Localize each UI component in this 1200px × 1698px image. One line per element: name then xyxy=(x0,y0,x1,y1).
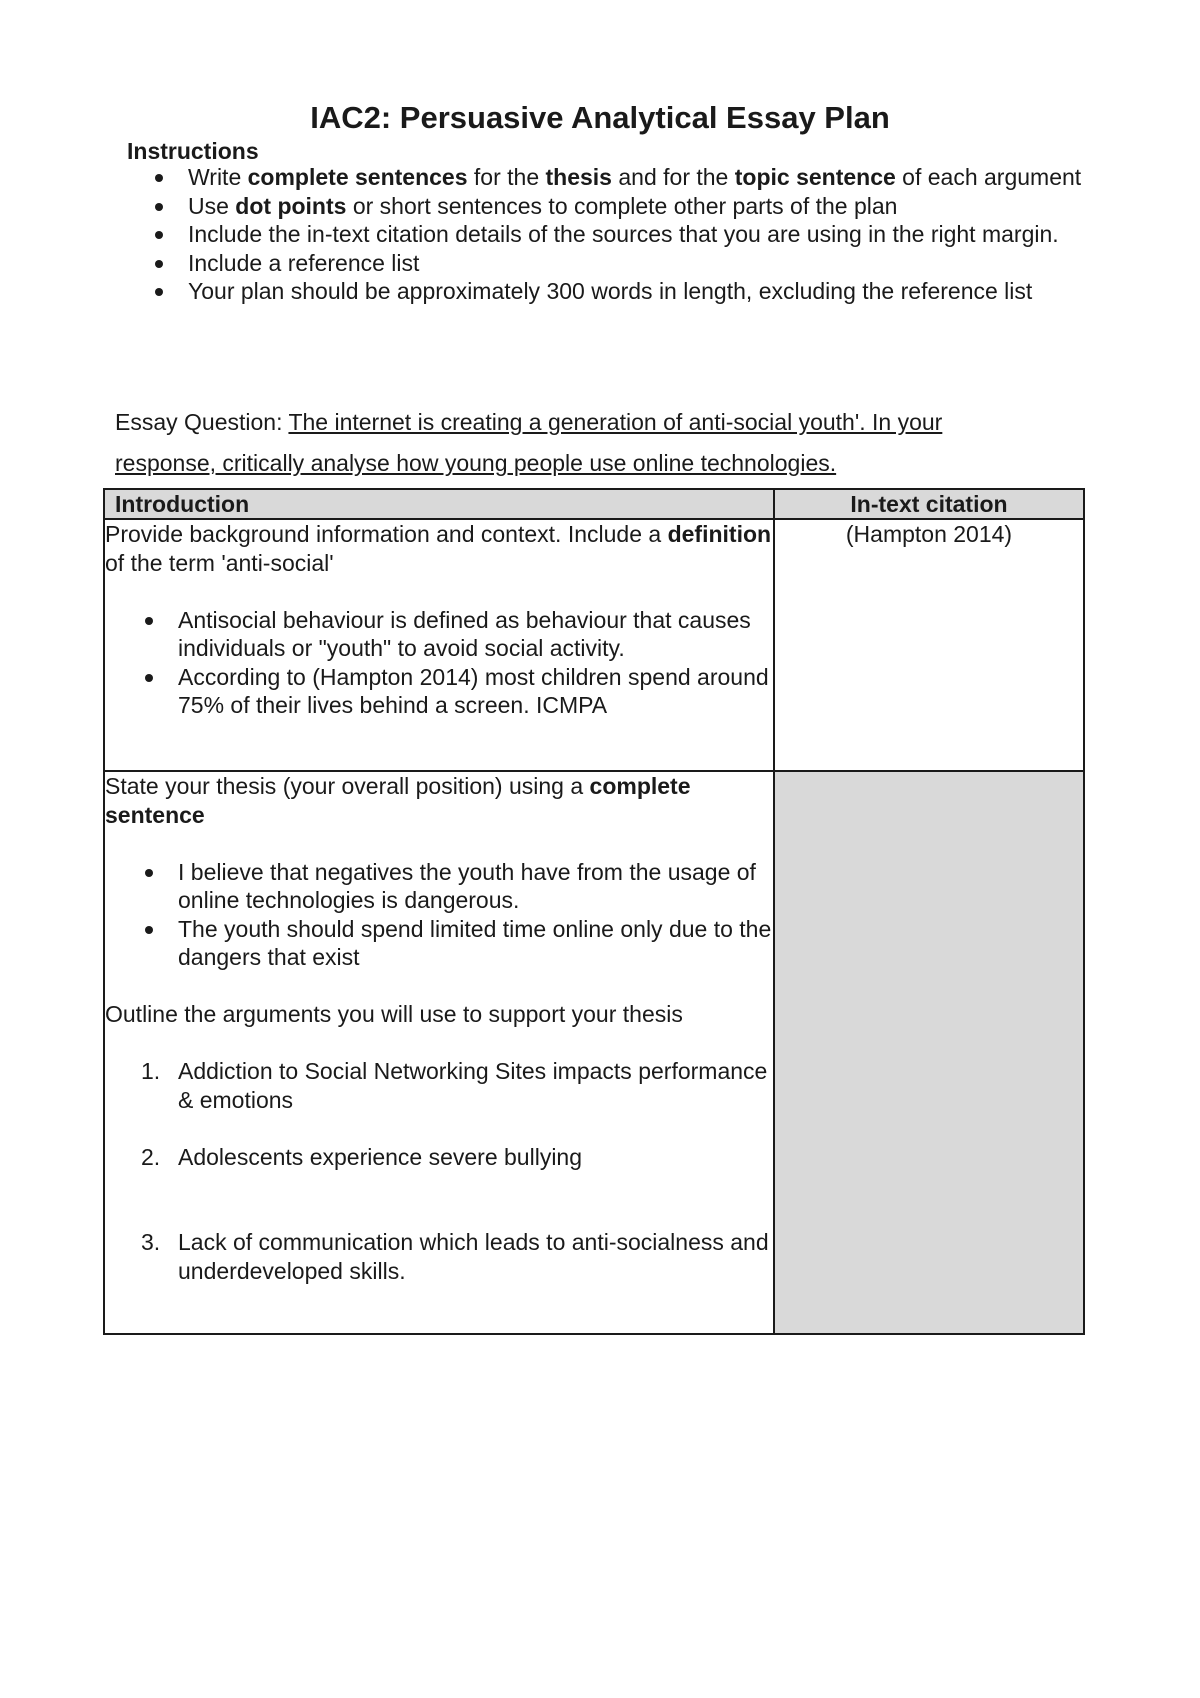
list-item: 1. Addiction to Social Networking Sites impacts performance & emotions xyxy=(141,1058,768,1113)
header-introduction: Introduction xyxy=(104,489,774,519)
intro-citation: (Hampton 2014) xyxy=(774,519,1084,771)
instruction-item: Your plan should be approximately 300 words in length, excluding the reference list xyxy=(188,277,1118,306)
instructions-list xyxy=(188,163,1118,306)
page-title: IAC2: Persuasive Analytical Essay Plan xyxy=(310,100,890,135)
thesis-prompt: State your thesis (your overall position) using a complete sentence xyxy=(105,773,691,828)
header-in-text-citation: In-text citation xyxy=(774,489,1084,519)
essay-question-text: The internet is creating a generation of anti-social youth'. In your response, critically analyse how young people use online technologies. xyxy=(115,409,943,476)
instructions-heading: Instructions xyxy=(127,138,259,164)
table-header-row xyxy=(104,489,1084,519)
list-item: According to (Hampton 2014) most children spend around 75% of their lives behind a screen. ICMPA xyxy=(178,663,773,720)
argument-list xyxy=(105,1057,773,1285)
thesis-row xyxy=(104,771,1084,1334)
list-item: The youth should spend limited time online only due to the dangers that exist xyxy=(178,915,772,970)
list-item: I believe that negatives the youth have from the usage of online technologies is dangerous. xyxy=(178,858,773,915)
intro-row xyxy=(104,519,1084,771)
intro-prompt: Provide background information and context. Include a definition of the term 'anti-social' xyxy=(105,521,772,576)
thesis-citation-cell xyxy=(774,771,1084,1334)
instruction-item: Write complete sentences for the thesis and for the topic sentence of each argument xyxy=(188,163,1118,192)
instruction-item: Include a reference list xyxy=(188,249,1118,278)
thesis-cell xyxy=(104,771,774,1334)
essay-question-label: Essay Question: xyxy=(115,409,289,435)
outline-prompt: Outline the arguments you will use to support your thesis xyxy=(105,1001,683,1027)
list-item: 2. Adolescents experience severe bullying xyxy=(141,1143,583,1170)
list-item: Antisocial behaviour is defined as behaviour that causes individuals or "youth" to avoid social activity. xyxy=(178,606,773,663)
intro-bullets xyxy=(105,606,773,720)
intro-cell xyxy=(104,519,774,771)
essay-question xyxy=(115,402,1015,484)
instruction-item: Use dot points or short sentences to complete other parts of the plan xyxy=(188,192,1118,221)
list-item: 3. Lack of communication which leads to anti-socialness and underdeveloped skills. xyxy=(141,1229,769,1284)
thesis-bullets xyxy=(105,858,773,972)
instruction-item: Include the in-text citation details of the sources that you are using in the right margin. xyxy=(188,220,1118,249)
essay-plan-table xyxy=(103,488,1085,1335)
